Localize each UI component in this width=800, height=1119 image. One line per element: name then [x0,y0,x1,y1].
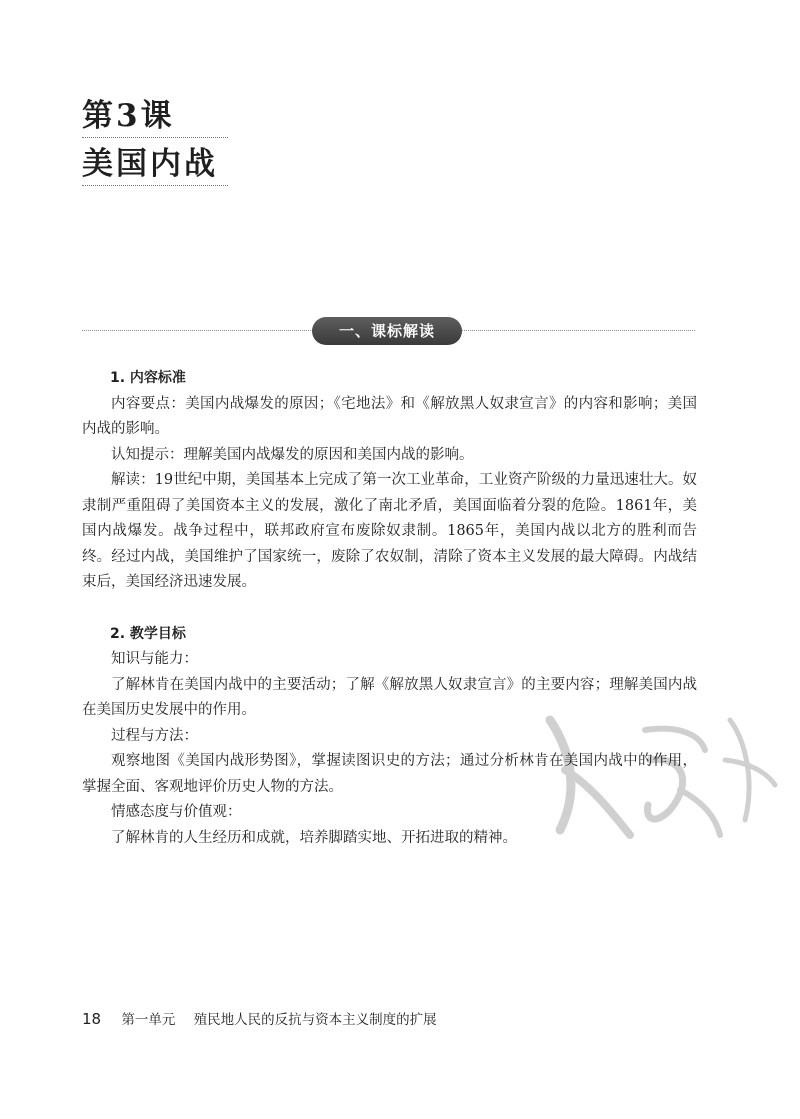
lesson-title: 美国内战 [82,144,228,186]
knowledge-label: 知识与能力： [111,651,198,667]
interpretation: 解读：19世纪中期，美国基本上完成了第一次工业革命，工业资产阶级的力量迅速壮大。奴隶制严重阻碍了美国资本主义的发展，激化了南北矛盾，美国面临着分裂的危险。1861年，美国内战爆发。战争过程中，联邦政府宣布废除奴隶制。1865年，美国内战以北方的胜利而告终。经过内战，美国维护了国家统一，废除了农奴制，清除了资本主义发展的最大障碍。内战结束后，美国经济迅速发展。 [82,472,697,590]
process-label: 过程与方法： [111,727,198,744]
content-standard-heading: 1. 内容标准 [110,370,186,386]
teaching-goals-heading: 2. 教学目标 [110,625,186,642]
knowledge-text: 了解林肯在美国内战中的主要活动；了解《解放黑人奴隶宣言》的主要内容；理解美国内战在美国历史发展中的作用。 [82,676,697,718]
process-text: 观察地图《美国内战形势图》，掌握读图识史的方法；通过分析林肯在美国内战中的作用，掌握全面、客观地评价历史人物的方法。 [82,753,697,795]
unit-title: 殖民地人民的反抗与资本主义制度的扩展 [193,1012,437,1028]
lesson-number: 第3课 [82,96,228,138]
section-heading: 一、课标解读 [312,317,462,345]
page-number: 18 [82,1010,102,1028]
emotion-text: 了解林肯的人生经历和成就，培养脚踏实地、开拓进取的精神。 [111,829,517,846]
content-points: 内容要点：美国内战爆发的原因；《宅地法》和《解放黑人奴隶宣言》的内容和影响；美国内战的影响。 [82,395,697,437]
cognitive-hint: 认知提示：理解美国内战爆发的原因和美国内战的影响。 [111,446,474,463]
page-footer [82,1008,437,1028]
lesson-title-block [82,96,228,186]
spacer [82,596,697,622]
calligraphy-watermark [530,690,780,850]
emotion-label: 情感态度与价值观： [111,804,242,820]
unit-label: 第一单元 [121,1012,176,1028]
